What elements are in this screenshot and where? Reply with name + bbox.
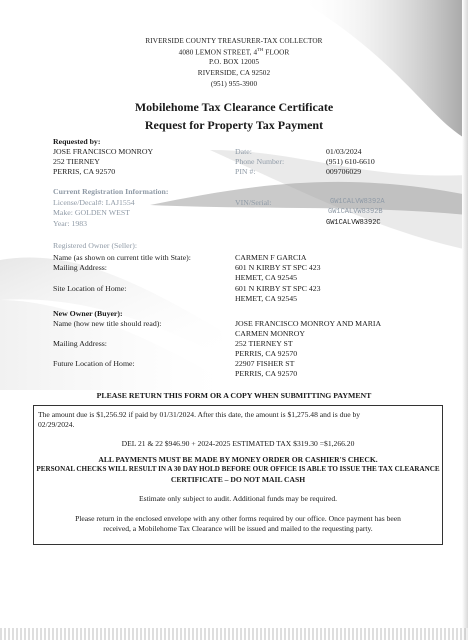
vin-b: GW1CALVW8392B	[328, 208, 383, 216]
payment-method-line1: ALL PAYMENTS MUST BE MADE BY MONEY ORDER OR CASHIER'S CHECK.	[98, 455, 378, 464]
amount-due-line2: 02/29/2024.	[38, 420, 75, 429]
estimate-note: Estimate only subject to audit. Additional funds may be required.	[138, 494, 338, 503]
pin-label: PIN #:	[235, 167, 256, 176]
payment-info-box	[33, 405, 443, 545]
new-owner-label: New Owner (Buyer):	[53, 309, 123, 318]
header-phone: (951) 955-3900	[210, 80, 258, 88]
make: Make: GOLDEN WEST	[53, 208, 130, 217]
new-owner-mail-line2: PERRIS, CA 92570	[235, 349, 298, 358]
amount-due-line1: The amount due is $1,256.92 if paid by 01/31/2024. After this date, the amount is $1,275.48 and is due by	[38, 410, 361, 419]
future-line1: 22907 FISHER ST	[235, 359, 295, 368]
owner-mail-line1: 601 N KIRBY ST SPC 423	[235, 263, 321, 272]
scan-right-edge	[462, 0, 468, 640]
new-owner-mailing-label: Mailing Address:	[53, 339, 107, 348]
header-city: RIVERSIDE, CA 92502	[197, 69, 271, 77]
header-po-box: P.O. BOX 12005	[208, 58, 260, 66]
owner-name-value: CARMEN F GARCIA	[235, 253, 307, 262]
owner-mailing-label: Mailing Address:	[53, 263, 107, 272]
owner-label: Registered Owner (Seller):	[53, 241, 138, 250]
owner-mail-line2: HEMET, CA 92545	[235, 273, 298, 282]
return-instructions-line2: received, a Mobilehome Tax Clearance will be issued and mailed to the requesting party.	[103, 524, 373, 533]
requested-by-label: Requested by:	[53, 137, 101, 146]
date-label: Date:	[235, 147, 252, 156]
scan-bottom-edge	[0, 628, 468, 640]
new-owner-name-line1: JOSE FRANCISCO MONROY AND MARIA	[235, 319, 382, 328]
new-owner-name-line2: CARMEN MONROY	[235, 329, 305, 338]
site-line1: 601 N KIRBY ST SPC 423	[235, 284, 321, 293]
owner-name-label: Name (as shown on current title with State):	[53, 253, 191, 262]
new-owner-name-label: Name (how new title should read):	[53, 319, 162, 328]
payment-method-line3: CERTIFICATE – DO NOT MAIL CASH	[170, 475, 306, 484]
requester-name: JOSE FRANCISCO MONROY	[53, 147, 154, 156]
site-location-label: Site Location of Home:	[53, 284, 127, 293]
delinquent-tax-line: DEL 21 & 22 $946.90 + 2024-2025 ESTIMATED TAX $319.30 =$1,266.20	[121, 439, 355, 448]
header-street: 4080 LEMON STREET, 4TH FLOOR	[178, 47, 290, 57]
return-instructions-line1: Please return in the enclosed envelope with any other forms required by our office. Once payment has been	[75, 514, 401, 523]
registration-label: Current Registration Information:	[53, 187, 169, 196]
future-line2: PERRIS, CA 92570	[235, 369, 298, 378]
pin-value: 009706029	[326, 167, 362, 176]
vin-label: VIN/Serial:	[235, 198, 272, 207]
year: Year: 1983	[53, 219, 88, 228]
site-line2: HEMET, CA 92545	[235, 294, 298, 303]
new-owner-mail-line1: 252 TIERNEY ST	[235, 339, 293, 348]
return-form-notice: PLEASE RETURN THIS FORM OR A COPY WHEN SUBMITTING PAYMENT	[96, 391, 372, 400]
vin-c: GW1CALVW8392C	[326, 219, 381, 227]
requester-city: PERRIS, CA 92570	[53, 167, 116, 176]
doc-title-line2: Request for Property Tax Payment	[144, 118, 324, 132]
payment-method-line2: PERSONAL CHECKS WILL RESULT IN A 30 DAY HOLD BEFORE OUR OFFICE IS ABLE TO ISSUE THE TAX CLEARANCE	[36, 465, 440, 473]
header-org: RIVERSIDE COUNTY TREASURER-TAX COLLECTOR	[145, 37, 323, 45]
date-value: 01/03/2024	[326, 147, 362, 156]
phone-value: (951) 610-6610	[326, 157, 375, 166]
requester-street: 252 TIERNEY	[53, 157, 100, 166]
license-decal: License/Decal#: LAJ1554	[53, 198, 135, 207]
doc-title-line1: Mobilehome Tax Clearance Certificate	[134, 100, 334, 114]
phone-label: Phone Number:	[235, 157, 285, 166]
future-location-label: Future Location of Home:	[53, 359, 135, 368]
vin-a: GW1CALVW8392A	[330, 198, 385, 206]
